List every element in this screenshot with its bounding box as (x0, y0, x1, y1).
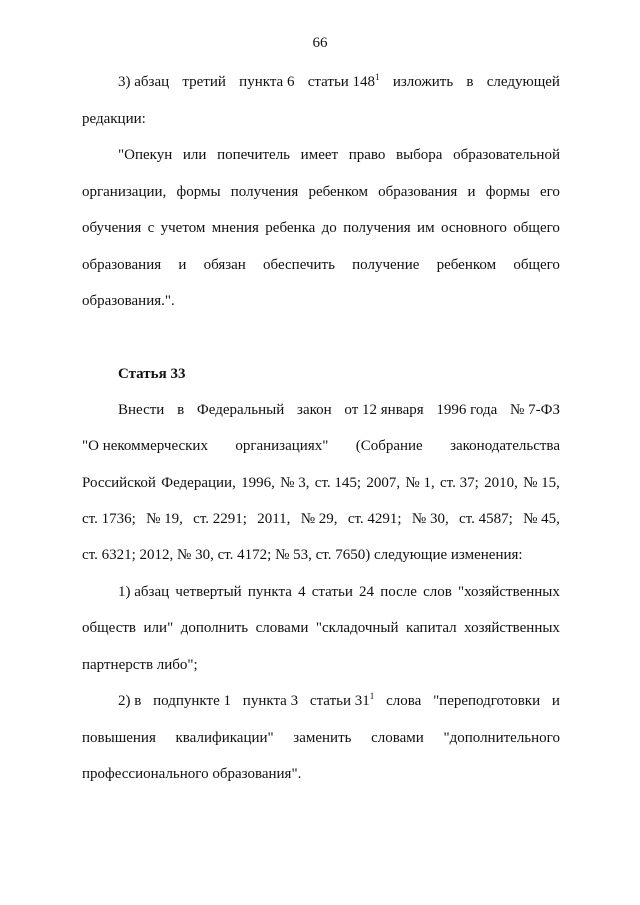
item-1-line-3: партнерств либо"; (82, 657, 198, 673)
item-2-line-2 (82, 728, 560, 748)
word: № 1, (405, 475, 435, 491)
quote-line-3 (82, 218, 560, 238)
word: 24 (359, 584, 375, 600)
word: общего (513, 220, 560, 236)
word-with-superscript (310, 691, 374, 711)
paragraph-3-line-2: редакции: (82, 111, 146, 127)
word: от 12 января (344, 402, 424, 418)
word: с (147, 220, 155, 236)
word: ст. 37; (440, 475, 479, 491)
word: или (182, 147, 207, 163)
word: обучения (82, 220, 142, 236)
word: слова (386, 693, 422, 709)
article-line-3 (82, 473, 560, 493)
item-2-line-3: профессионального образования". (82, 766, 302, 782)
word: № 7-ФЗ (510, 402, 560, 418)
word: учетом (160, 220, 206, 236)
word: законодательства (450, 438, 560, 454)
word: 1996 года (436, 402, 498, 418)
word: обществ (82, 620, 137, 636)
word: образования (378, 184, 458, 200)
word: № 30, (411, 511, 449, 527)
word: Федеральный (196, 402, 285, 418)
quote-line-1 (118, 145, 560, 165)
word: № 45, (523, 511, 560, 527)
word: слов (423, 584, 452, 600)
word: образовательной (453, 147, 560, 163)
word: третий (182, 74, 226, 90)
superscript: 1 (369, 691, 375, 701)
word: статьи (311, 584, 353, 600)
word: "переподготовки (433, 693, 541, 709)
word: статьи 31 (309, 693, 370, 709)
quote-line-2 (82, 182, 560, 202)
word: 1996, (241, 475, 275, 491)
word: или" (143, 620, 174, 636)
word: имеет (300, 147, 339, 163)
word: ст. 2291; (193, 511, 247, 527)
word: его (539, 184, 560, 200)
word: пункта 3 (242, 693, 299, 709)
word: и (467, 184, 476, 200)
item-1-line-1 (118, 582, 560, 602)
word: № 3, (280, 475, 310, 491)
word: пункта (247, 584, 292, 600)
word: формы (176, 184, 221, 200)
word: ст. 1736; (82, 511, 136, 527)
paragraph-3-line-1 (118, 72, 560, 92)
word: изложить (392, 74, 454, 90)
word: 4 (298, 584, 306, 600)
word: хозяйственных (464, 620, 560, 636)
word: "Опекун (118, 147, 173, 163)
word: 3) абзац (118, 74, 170, 90)
word: заменить (293, 730, 352, 746)
word: мнения (211, 220, 259, 236)
word: и (178, 257, 187, 273)
word: в (177, 402, 185, 418)
word: получение (352, 257, 420, 273)
word: квалификации" (175, 730, 274, 746)
word: закон (297, 402, 332, 418)
word: (Собрание (355, 438, 423, 454)
word: до (321, 220, 337, 236)
word: капитал (406, 620, 457, 636)
article-line-5: ст. 6321; 2012, № 30, ст. 4172; № 53, ст. 7650) следующие изменения: (82, 547, 523, 563)
word: ст. 4291; (347, 511, 402, 527)
word: формы (485, 184, 530, 200)
word: ребенком (436, 257, 497, 273)
word: словами (371, 730, 424, 746)
word: ст. 145; (314, 475, 362, 491)
word: в (466, 74, 474, 90)
word-with-superscript (308, 72, 380, 92)
article-line-4 (82, 509, 560, 529)
word: 2010, (484, 475, 518, 491)
word: № 15, (523, 475, 560, 491)
word: ребенком (308, 184, 368, 200)
word: "О некоммерческих (82, 438, 208, 454)
word: "дополнительного (443, 730, 560, 746)
word: подпункте 1 (153, 693, 231, 709)
word: 2) в (118, 693, 142, 709)
word: после (380, 584, 417, 600)
quote-line-5: образования.". (82, 293, 175, 309)
word: "складочный (315, 620, 399, 636)
word: им (417, 220, 435, 236)
word: дополнить (180, 620, 249, 636)
word: организации, (82, 184, 167, 200)
word: "хозяйственных (457, 584, 560, 600)
word: № 29, (300, 511, 338, 527)
word: и (551, 693, 560, 709)
word: Внести (118, 402, 165, 418)
word: обязан (203, 257, 246, 273)
word: четвертый (175, 584, 242, 600)
word: Федерации, (161, 475, 236, 491)
word: право (348, 147, 386, 163)
word: общего (513, 257, 560, 273)
word: образования (82, 257, 162, 273)
word: 1) абзац (118, 584, 170, 600)
word: ст. 4587; (459, 511, 513, 527)
article-heading: Статья 33 (118, 366, 186, 382)
word: ребенка (265, 220, 316, 236)
word: основного (440, 220, 507, 236)
word: пункта 6 (239, 74, 295, 90)
word: выбора (396, 147, 443, 163)
word: словами (255, 620, 309, 636)
word: 2007, (366, 475, 401, 491)
word: Российской (82, 475, 156, 491)
item-1-line-2 (82, 618, 560, 638)
word: обеспечить (263, 257, 335, 273)
page-number: 66 (312, 35, 328, 51)
word: получения (343, 220, 411, 236)
word: следующей (486, 74, 560, 90)
word: получения (230, 184, 299, 200)
superscript: 1 (375, 72, 380, 82)
word: повышения (82, 730, 156, 746)
word: попечитель (217, 147, 291, 163)
article-line-1 (118, 400, 560, 420)
item-2-line-1 (118, 691, 560, 711)
word: № 19, (146, 511, 183, 527)
article-line-2 (82, 436, 560, 456)
word: организациях" (235, 438, 329, 454)
word: 2011, (257, 511, 291, 527)
word: статьи 148 (307, 74, 376, 90)
quote-line-4 (82, 255, 560, 275)
